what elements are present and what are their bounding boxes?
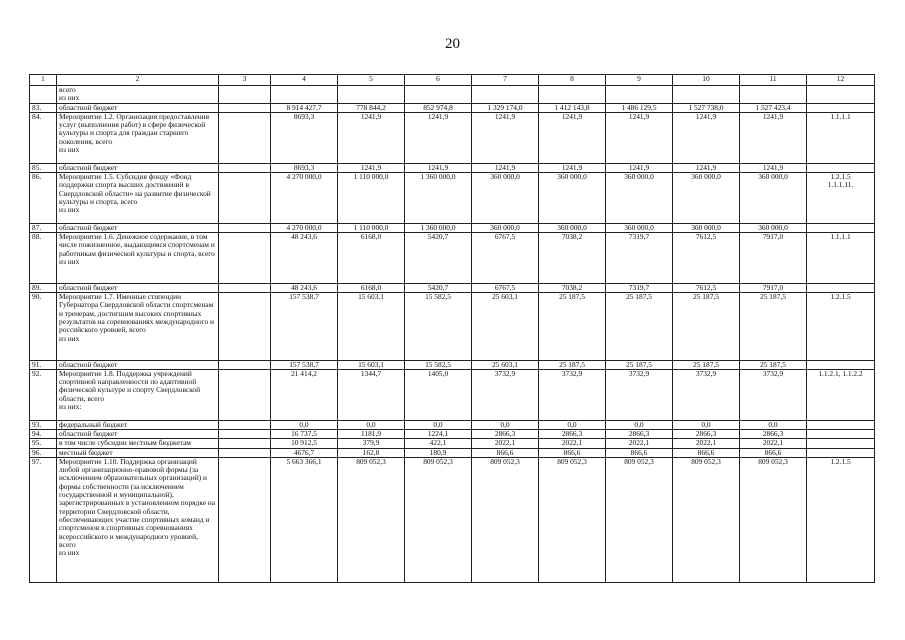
value-cell: 15 582,5 [405, 293, 472, 360]
value-cell: 360 000,0 [673, 172, 740, 223]
value-cell: 7038,2 [539, 233, 606, 284]
target-ref-cell: 1.1.1.1 [807, 112, 875, 163]
value-cell: 25 187,5 [539, 360, 606, 369]
value-cell: 778 844,2 [338, 103, 405, 112]
table-row [30, 293, 875, 360]
row-number-cell: 96. [30, 448, 57, 457]
value-cell: 10 912,5 [271, 439, 338, 448]
header-cell: 10 [673, 75, 740, 86]
value-cell [673, 86, 740, 104]
value-cell: 2866,3 [740, 429, 807, 438]
column-3-cell [219, 163, 271, 172]
table-row [30, 86, 875, 104]
column-3-cell [219, 360, 271, 369]
description-cell: Мероприятие 1.2. Организация предоставления услуг (выполнения работ) в сфере физической культуры и спорта для граждан старшего поколения, всего из них [57, 112, 219, 163]
value-cell: 809 052,3 [338, 457, 405, 583]
value-cell: 852 974,8 [405, 103, 472, 112]
target-ref-cell [807, 223, 875, 232]
value-cell: 25 603,1 [472, 360, 539, 369]
value-cell: 2022,1 [673, 439, 740, 448]
header-cell: 4 [271, 75, 338, 86]
value-cell: 6168,0 [338, 283, 405, 292]
value-cell [472, 86, 539, 104]
value-cell: 7038,2 [539, 283, 606, 292]
value-cell: 0,0 [271, 420, 338, 429]
value-cell: 48 243,6 [271, 283, 338, 292]
value-cell: 1241,9 [472, 163, 539, 172]
page-number: 20 [445, 36, 460, 52]
value-cell: 8693,3 [271, 163, 338, 172]
row-number-cell [30, 86, 57, 104]
value-cell: 0,0 [606, 420, 673, 429]
row-number-cell: 93. [30, 420, 57, 429]
value-cell: 5 663 366,1 [271, 457, 338, 583]
target-ref-cell [807, 283, 875, 292]
target-ref-cell [807, 163, 875, 172]
value-cell [740, 86, 807, 104]
value-cell: 1 527 423,4 [740, 103, 807, 112]
value-cell: 1 486 129,5 [606, 103, 673, 112]
header-cell: 11 [740, 75, 807, 86]
target-ref-cell [807, 103, 875, 112]
value-cell: 157 538,7 [271, 360, 338, 369]
value-cell: 866,6 [472, 448, 539, 457]
value-cell [539, 86, 606, 104]
value-cell: 360 000,0 [539, 223, 606, 232]
target-ref-cell [807, 429, 875, 438]
value-cell: 1241,9 [338, 163, 405, 172]
value-cell: 25 603,1 [472, 293, 539, 360]
row-number-cell: 87. [30, 223, 57, 232]
value-cell: 5420,7 [405, 283, 472, 292]
header-cell: 5 [338, 75, 405, 86]
row-number-cell: 92. [30, 369, 57, 420]
value-cell: 379,9 [338, 439, 405, 448]
header-cell: 12 [807, 75, 875, 86]
value-cell: 360 000,0 [606, 223, 673, 232]
description-cell: областной бюджет [57, 163, 219, 172]
value-cell: 1241,9 [539, 163, 606, 172]
description-cell: Мероприятие 1.6. Денежное содержание, в том числе пожизненное, выдающимся спортсменам и работникам физической культуры и спорта, всего из них [57, 233, 219, 284]
value-cell: 25 187,5 [606, 293, 673, 360]
column-3-cell [219, 429, 271, 438]
value-cell: 3732,9 [606, 369, 673, 420]
table-row [30, 369, 875, 420]
row-number-cell: 88. [30, 233, 57, 284]
row-number-cell: 84. [30, 112, 57, 163]
table-row [30, 360, 875, 369]
value-cell [405, 86, 472, 104]
description-cell: областной бюджет [57, 103, 219, 112]
value-cell: 1 412 143,8 [539, 103, 606, 112]
value-cell: 2866,3 [472, 429, 539, 438]
value-cell: 0,0 [673, 420, 740, 429]
value-cell: 1241,9 [606, 163, 673, 172]
description-cell: всего из них [57, 86, 219, 104]
target-ref-cell [807, 360, 875, 369]
table-row [30, 103, 875, 112]
value-cell [271, 86, 338, 104]
value-cell: 25 187,5 [673, 293, 740, 360]
table-row [30, 457, 875, 583]
column-3-cell [219, 369, 271, 420]
target-ref-cell [807, 86, 875, 104]
target-ref-cell [807, 420, 875, 429]
value-cell: 866,6 [539, 448, 606, 457]
value-cell: 1 527 738,0 [673, 103, 740, 112]
value-cell: 25 187,5 [539, 293, 606, 360]
description-cell: местный бюджет [57, 448, 219, 457]
column-3-cell [219, 172, 271, 223]
value-cell: 1241,9 [539, 112, 606, 163]
value-cell [606, 86, 673, 104]
value-cell: 7917,0 [740, 283, 807, 292]
value-cell: 180,9 [405, 448, 472, 457]
value-cell: 1241,9 [673, 163, 740, 172]
value-cell: 1241,9 [338, 112, 405, 163]
column-3-cell [219, 457, 271, 583]
value-cell: 3732,9 [539, 369, 606, 420]
value-cell: 25 187,5 [740, 293, 807, 360]
value-cell: 8693,3 [271, 112, 338, 163]
table-row [30, 420, 875, 429]
value-cell: 2022,1 [472, 439, 539, 448]
column-3-cell [219, 233, 271, 284]
row-number-cell: 86. [30, 172, 57, 223]
value-cell: 1241,9 [673, 112, 740, 163]
value-cell: 1224,1 [405, 429, 472, 438]
target-ref-cell [807, 448, 875, 457]
target-ref-cell: 1.1.2.1, 1.1.2.2 [807, 369, 875, 420]
value-cell: 157 538,7 [271, 293, 338, 360]
header-cell: 3 [219, 75, 271, 86]
header-cell: 6 [405, 75, 472, 86]
value-cell: 360 000,0 [740, 223, 807, 232]
value-cell: 7319,7 [606, 283, 673, 292]
value-cell: 1241,9 [740, 163, 807, 172]
value-cell: 809 052,3 [539, 457, 606, 583]
header-cell: 9 [606, 75, 673, 86]
value-cell: 21 414,2 [271, 369, 338, 420]
description-cell: Мероприятие 1.10. Поддержка организаций любой организационно-правовой формы (за исключением образовательных организаций) и формы собственности (за исключением государственной и муниципальной), зарегистрированных в установленном порядке на территории Свердловской области, обеспечивающих участие спортивных команд и спортсменов в спортивных соревнованиях всероссийского и международного уровней, всего из них [57, 457, 219, 583]
value-cell: 1405,0 [405, 369, 472, 420]
value-cell [338, 86, 405, 104]
row-number-cell: 95. [30, 439, 57, 448]
description-cell: в том числе субсидии местным бюджетам [57, 439, 219, 448]
value-cell: 360 000,0 [673, 223, 740, 232]
value-cell: 25 187,5 [673, 360, 740, 369]
value-cell: 809 052,3 [673, 457, 740, 583]
table-row [30, 283, 875, 292]
header-cell: 2 [57, 75, 219, 86]
target-ref-cell [807, 439, 875, 448]
value-cell: 0,0 [539, 420, 606, 429]
value-cell: 7612,5 [673, 233, 740, 284]
value-cell: 1241,9 [405, 163, 472, 172]
column-3-cell [219, 86, 271, 104]
value-cell: 15 603,1 [338, 293, 405, 360]
value-cell: 15 582,5 [405, 360, 472, 369]
row-number-cell: 91. [30, 360, 57, 369]
column-3-cell [219, 448, 271, 457]
table-row [30, 439, 875, 448]
target-ref-cell: 1.1.1.1 [807, 233, 875, 284]
value-cell: 809 052,3 [740, 457, 807, 583]
target-ref-cell: 1.2.1.5 1.1.1.11. [807, 172, 875, 223]
description-cell: Мероприятие 1.5. Субсидия фонду «Фонд поддержки спорта высших достижений в Свердловской области» на развитие физической культуры и спорта, всего из них [57, 172, 219, 223]
value-cell: 0,0 [405, 420, 472, 429]
value-cell: 809 052,3 [472, 457, 539, 583]
value-cell: 8 914 427,7 [271, 103, 338, 112]
value-cell: 6168,0 [338, 233, 405, 284]
value-cell: 1 360 000,0 [405, 223, 472, 232]
value-cell: 48 243,6 [271, 233, 338, 284]
target-ref-cell: 1.2.1.5 [807, 457, 875, 583]
table-row [30, 223, 875, 232]
value-cell: 809 052,3 [606, 457, 673, 583]
value-cell: 360 000,0 [472, 172, 539, 223]
column-3-cell [219, 283, 271, 292]
value-cell: 4676,7 [271, 448, 338, 457]
table-row [30, 172, 875, 223]
value-cell: 7612,5 [673, 283, 740, 292]
value-cell: 866,6 [740, 448, 807, 457]
value-cell: 1 110 000,0 [338, 223, 405, 232]
target-ref-cell: 1.2.1.5 [807, 293, 875, 360]
value-cell: 360 000,0 [606, 172, 673, 223]
header-cell: 1 [30, 75, 57, 86]
description-cell: областной бюджет [57, 283, 219, 292]
value-cell: 1344,7 [338, 369, 405, 420]
table-row [30, 233, 875, 284]
value-cell: 162,8 [338, 448, 405, 457]
column-3-cell [219, 223, 271, 232]
value-cell: 25 187,5 [740, 360, 807, 369]
value-cell: 866,6 [673, 448, 740, 457]
value-cell: 360 000,0 [740, 172, 807, 223]
value-cell: 15 603,1 [338, 360, 405, 369]
value-cell: 2022,1 [539, 439, 606, 448]
value-cell: 809 052,3 [405, 457, 472, 583]
table-row [30, 429, 875, 438]
row-number-cell: 85. [30, 163, 57, 172]
column-3-cell [219, 293, 271, 360]
row-number-cell: 90. [30, 293, 57, 360]
value-cell: 2022,1 [740, 439, 807, 448]
row-number-cell: 83. [30, 103, 57, 112]
column-3-cell [219, 103, 271, 112]
table-row [30, 448, 875, 457]
value-cell: 7319,7 [606, 233, 673, 284]
value-cell: 0,0 [740, 420, 807, 429]
header-cell: 8 [539, 75, 606, 86]
value-cell: 16 737,5 [271, 429, 338, 438]
value-cell: 1 110 000,0 [338, 172, 405, 223]
description-cell: областной бюджет [57, 223, 219, 232]
table-row [30, 163, 875, 172]
value-cell: 2866,3 [673, 429, 740, 438]
row-number-cell: 97. [30, 457, 57, 583]
value-cell: 25 187,5 [606, 360, 673, 369]
value-cell: 1241,9 [606, 112, 673, 163]
column-3-cell [219, 112, 271, 163]
value-cell: 360 000,0 [472, 223, 539, 232]
value-cell: 4 270 000,0 [271, 172, 338, 223]
description-cell: федеральный бюджет [57, 420, 219, 429]
value-cell: 360 000,0 [539, 172, 606, 223]
value-cell: 1241,9 [405, 112, 472, 163]
description-cell: Мероприятие 1.8. Поддержка учреждений спортивной направленности по адаптивной физической культуре и спорту Свердловской области, всего из них: [57, 369, 219, 420]
value-cell: 0,0 [472, 420, 539, 429]
column-3-cell [219, 439, 271, 448]
value-cell: 1 360 000,0 [405, 172, 472, 223]
value-cell: 6767,5 [472, 283, 539, 292]
column-3-cell [219, 420, 271, 429]
table-row [30, 112, 875, 163]
description-cell: областной бюджет [57, 360, 219, 369]
value-cell: 1181,9 [338, 429, 405, 438]
value-cell: 2866,3 [539, 429, 606, 438]
value-cell: 4 270 000,0 [271, 223, 338, 232]
value-cell: 2866,3 [606, 429, 673, 438]
header-row [30, 75, 875, 86]
value-cell: 3732,9 [673, 369, 740, 420]
value-cell: 866,6 [606, 448, 673, 457]
budget-table [29, 74, 875, 583]
value-cell: 422,1 [405, 439, 472, 448]
value-cell: 2022,1 [606, 439, 673, 448]
value-cell: 7917,0 [740, 233, 807, 284]
row-number-cell: 89. [30, 283, 57, 292]
value-cell: 1241,9 [740, 112, 807, 163]
value-cell: 3732,9 [740, 369, 807, 420]
description-cell: областной бюджет [57, 429, 219, 438]
value-cell: 1 329 174,0 [472, 103, 539, 112]
description-cell: Мероприятие 1.7. Именные стипендии Губернатора Свердловской области спортсменам и тренерам, достигшим высоких спортивных результатов на соревнованиях международного и российского уровней, всего из них [57, 293, 219, 360]
header-cell: 7 [472, 75, 539, 86]
value-cell: 3732,9 [472, 369, 539, 420]
value-cell: 1241,9 [472, 112, 539, 163]
value-cell: 5420,7 [405, 233, 472, 284]
value-cell: 0,0 [338, 420, 405, 429]
row-number-cell: 94. [30, 429, 57, 438]
value-cell: 6767,5 [472, 233, 539, 284]
